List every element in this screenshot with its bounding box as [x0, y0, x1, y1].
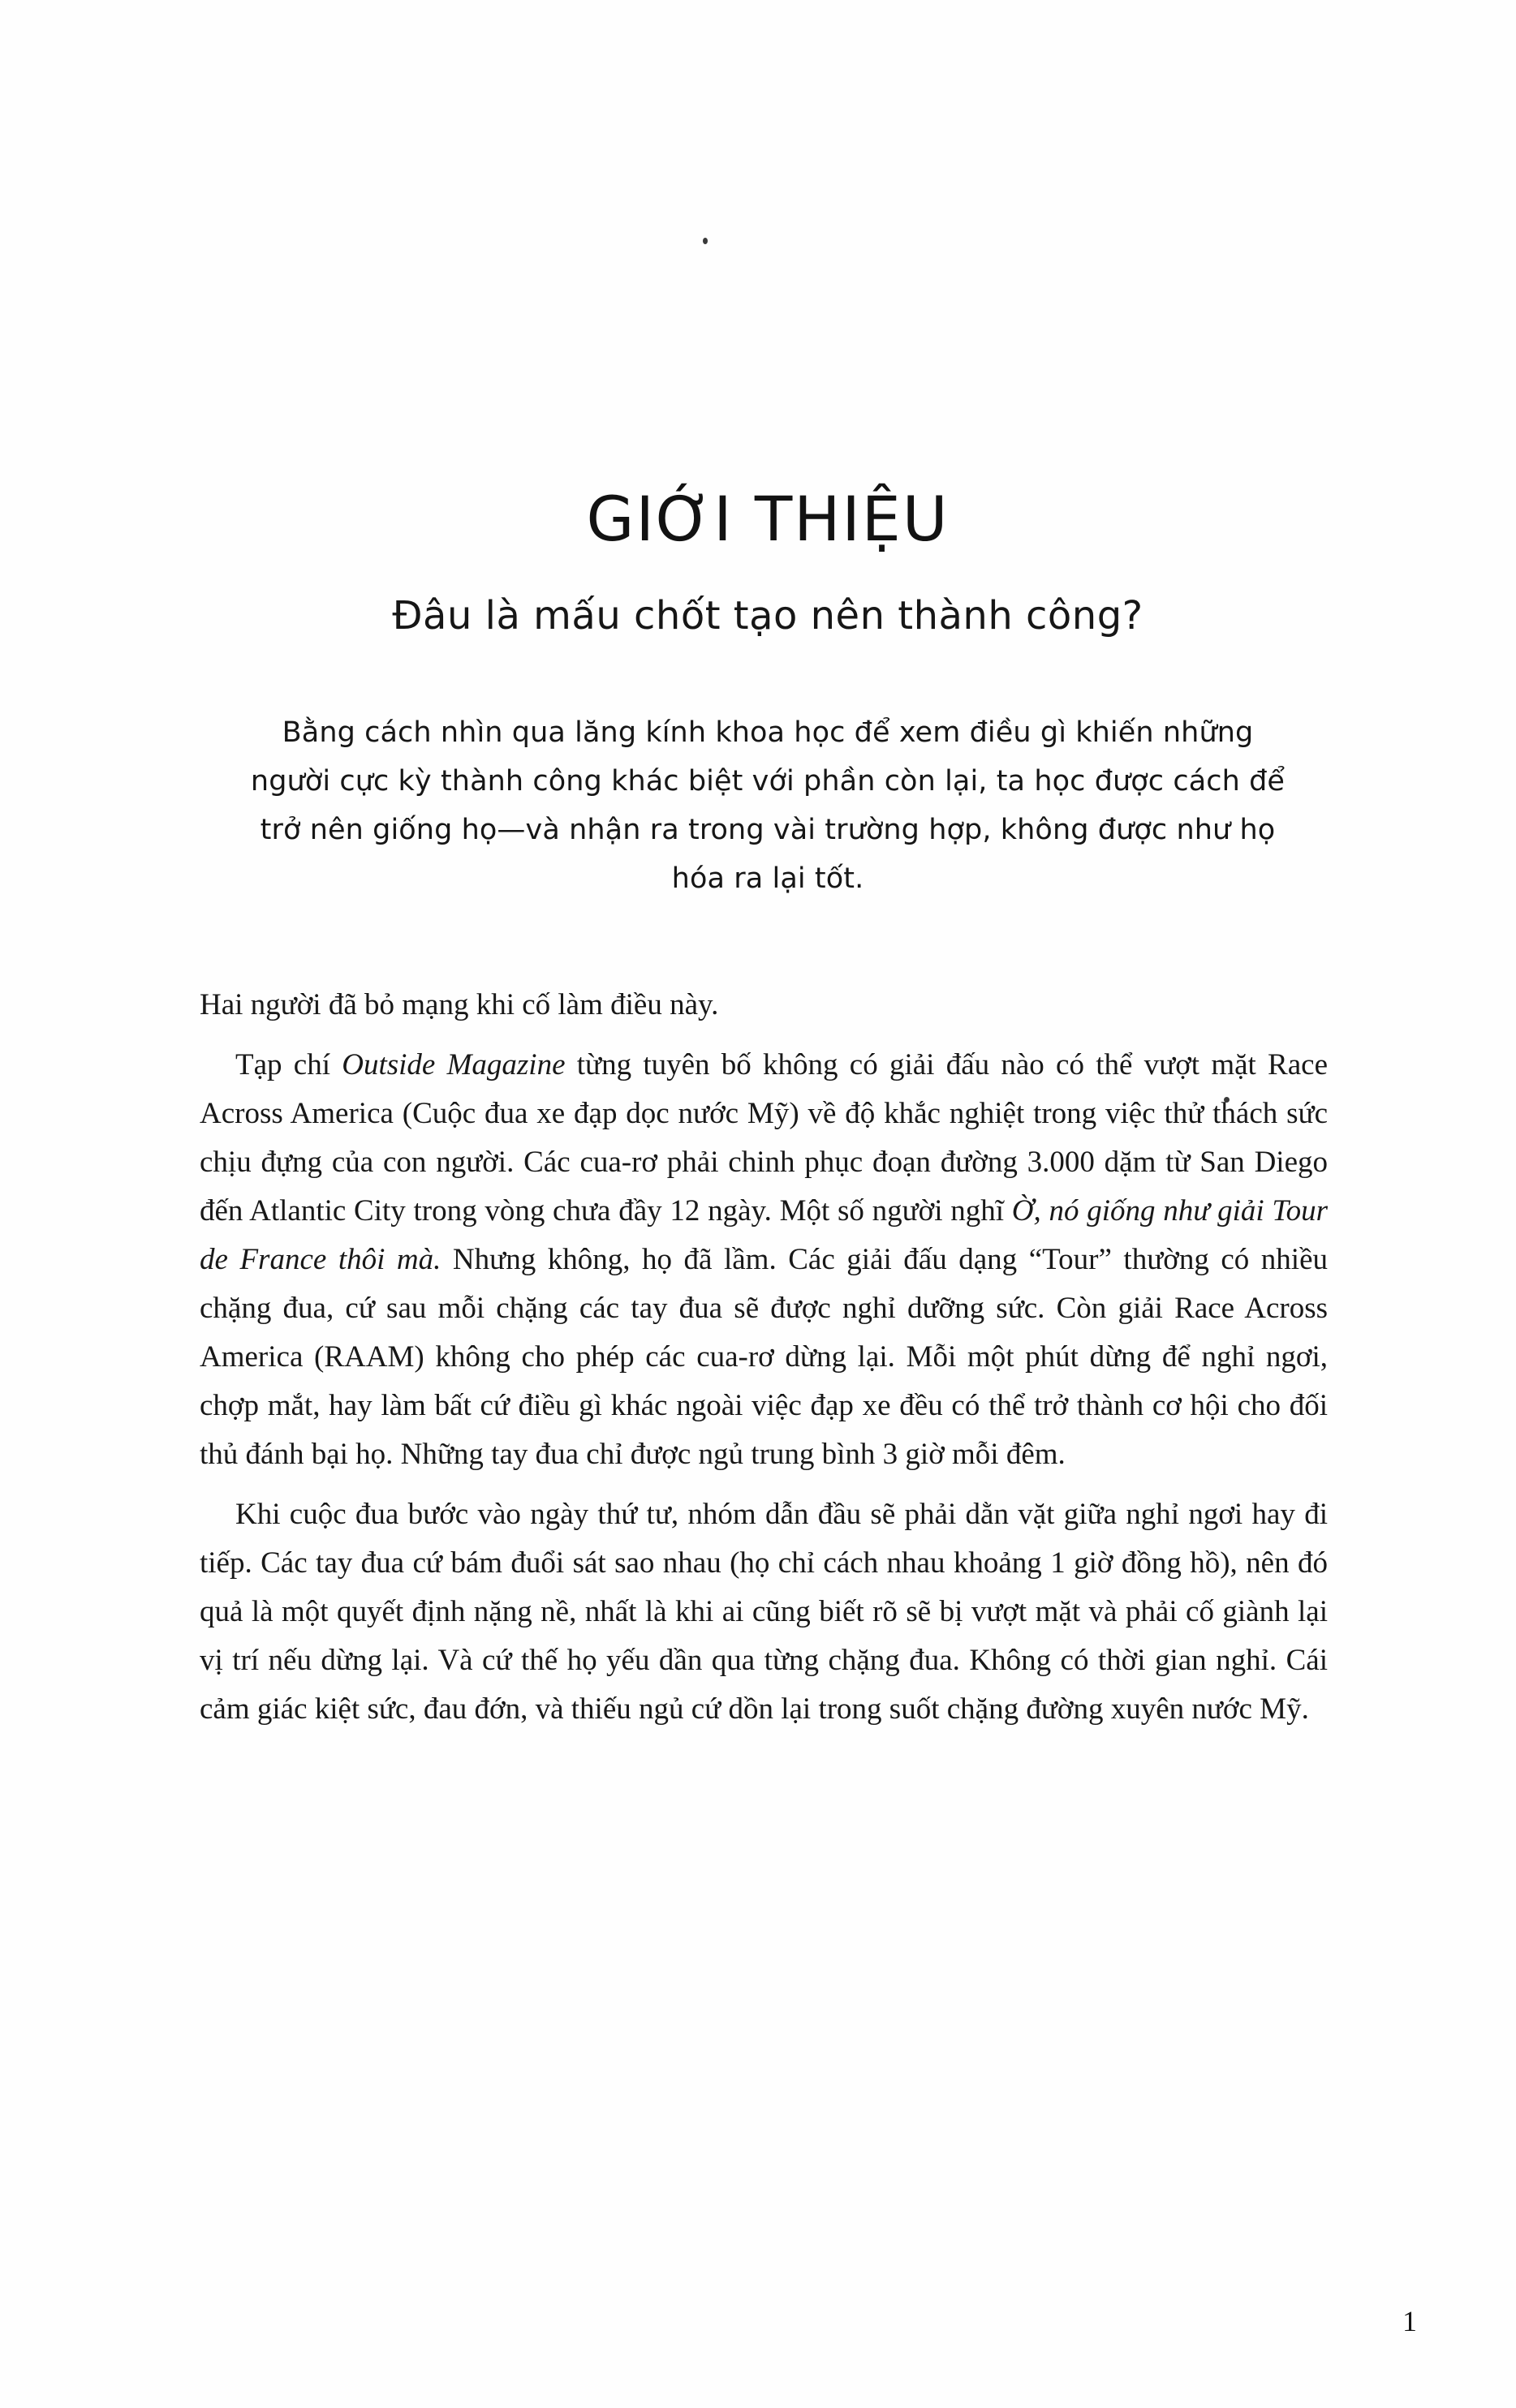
text-run: Hai người đã bỏ mạng khi cố làm điều này.: [200, 988, 719, 1022]
page-content: [200, 0, 1336, 2408]
text-run: Nhưng không, họ đã lầm. Các giải đấu dạng “Tour” thường có nhiều chặng đua, cứ sau mỗi chặng các tay đua sẽ được nghỉ dưỡng sức. Còn giải Race Across America (RAAM) không cho phép các cua-rơ dừng lại. Mỗi một phút dừng để nghỉ ngơi, chợp mắt, hay làm bất cứ điều gì khác ngoài việc đạp xe đều có thể trở thành cơ hội cho đối thủ đánh bại họ. Những tay đua chỉ được ngủ trung bình 3 giờ mỗi đêm.: [200, 1243, 1328, 1471]
body-text: [200, 981, 1328, 1733]
text-run: từng tuyên bố không có giải đấu nào có thể vượt mặt Race Across America (Cuộc đua xe đạp dọc nước Mỹ) về độ khắc nghiệt trong việc thử thách sức chịu đựng của con người. Các cua-rơ phải chinh phục đoạn đường 3.000 dặm từ San Diego đến Atlantic City trong vòng chưa đầy 12 ngày. Một số người nghĩ: [200, 1048, 1328, 1228]
paragraph: [200, 1490, 1328, 1734]
text-run: Khi cuộc đua bước vào ngày thứ tư, nhóm dẫn đầu sẽ phải dằn vặt giữa nghỉ ngơi hay đi tiếp. Các tay đua cứ bám đuổi sát sao nhau (họ chỉ cách nhau khoảng 1 giờ đồng hồ), nên đó quả là một quyết định nặng nề, nhất là khi ai cũng biết rõ sẽ bị vượt mặt và phải cố giành lại vị trí nếu dừng lại. Và cứ thế họ yếu dần qua từng chặng đua. Không có thời gian nghỉ. Cái cảm giác kiệt sức, đau đớn, và thiếu ngủ cứ dồn lại trong suốt chặng đường xuyên nước Mỹ.: [200, 1497, 1328, 1726]
text-run: Tạp chí: [235, 1048, 342, 1082]
intro-deck: Bằng cách nhìn qua lăng kính khoa học để xem điều gì khiến những người cực kỳ thành công khác biệt với phần còn lại, ta học được cách để trở nên giống họ—và nhận ra trong vài trường hợp, không được như họ hóa ra lại tốt.: [250, 716, 1286, 896]
paragraph: [200, 1041, 1328, 1478]
italic-run: Outside Magazine: [342, 1048, 566, 1082]
page-title: GIỚI THIỆU: [586, 483, 950, 555]
page-number: 1: [1402, 2305, 1417, 2337]
italic-run: Ờ, nó giống như giải Tour de France thôi mà.: [200, 1194, 1328, 1277]
page-subtitle: Đâu là mấu chốt tạo nên thành công?: [392, 592, 1143, 639]
paragraph: [200, 981, 1328, 1030]
